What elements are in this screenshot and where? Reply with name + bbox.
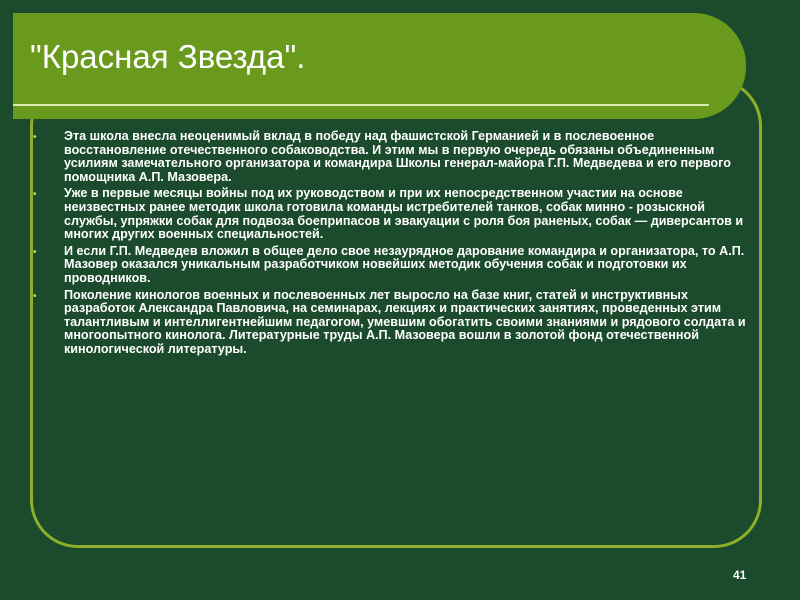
page-number: 41: [733, 568, 747, 582]
bullet-dot-icon: •: [33, 290, 37, 302]
bullet-dot-icon: •: [33, 189, 37, 201]
bullet-text: И если Г.П. Медведев вложил в общее дело свое незаурядное дарование командира и организатора, то А.П. Мазовер оказался уникальным разработчиком новейших методик обучения собак и подготовки их проводников.: [64, 243, 745, 285]
title-underline: [13, 104, 709, 106]
slide-title: "Красная Звезда".: [30, 38, 306, 75]
bullet-dot-icon: •: [33, 132, 37, 143]
bullet-dot-icon: •: [33, 246, 37, 258]
bullet-item: [30, 245, 750, 286]
bullet-text: Уже в первые месяцы войны под их руководством и при их непосредственном участии на основе неизвестных ранее методик школа готовила команды истребителей танков, собак минно - розыскной службы, упряжки собак для подвоза боеприпасов и эвакуации с роля боя раненых, собак — диверсантов и многих других военных специальностей.: [64, 186, 744, 242]
bullet-text: Поколение кинологов военных и послевоенных лет выросло на базе книг, статей и инструктивных разработок Александра Павловича, на семинарах, лекциях и практических занятиях, проведенных этим талантливым и интеллигентнейшим педагогом, умевшим обогатить своими знаниями и рядового солдата и многоопытного кинолога. Литературные труды А.П. Мазовера вошли в золотой фонд отечественной кинологической литературы.: [64, 287, 746, 356]
bullet-text: Эта школа внесла неоценимый вклад в победу над фашистской Германией и в послевоенное восстановление отечественного собаководства. И этим мы в первую очередь обязаны объединенным усилиям замечательного организатора и командира Школы генерал-майора Г.П. Медведева и его первого помощника А.П. Мазовера.: [64, 129, 731, 184]
bullet-item: [30, 289, 750, 357]
bullet-item: [30, 187, 750, 241]
bullet-item: [30, 130, 750, 184]
bullet-list: [30, 130, 750, 360]
